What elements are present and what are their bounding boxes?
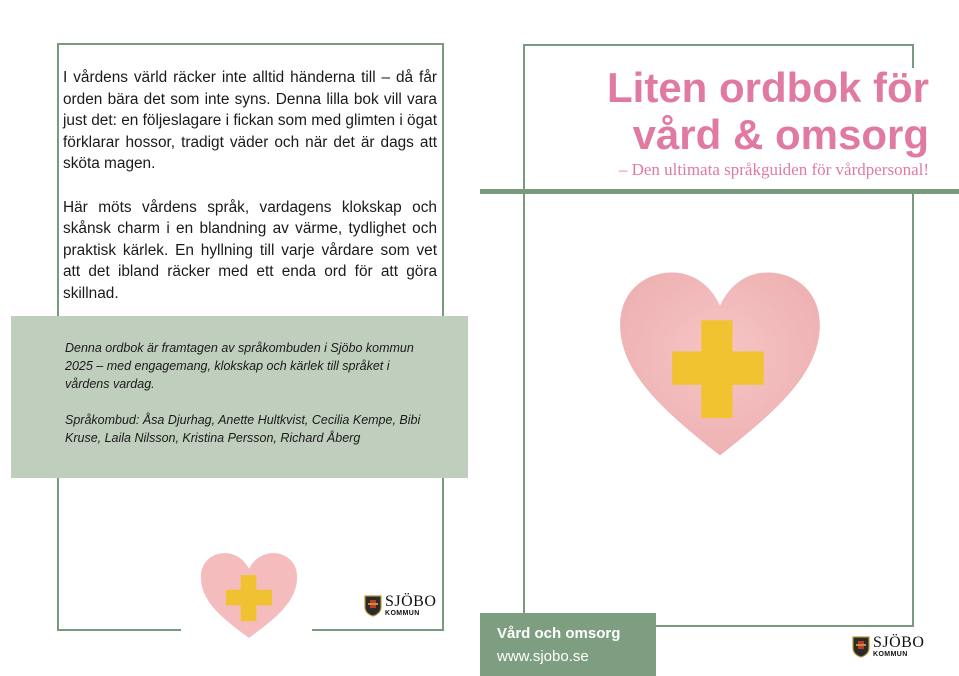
heart-cross-icon [616, 268, 824, 462]
logo-sub: KOMMUN [385, 610, 420, 617]
cover-title-line1: Liten ordbok för [607, 64, 929, 111]
front-frame-bottom [656, 625, 914, 627]
front-frame-top [523, 44, 914, 46]
credits-box [11, 316, 468, 478]
footer-label: Vård och omsorg [497, 625, 621, 642]
intro-paragraph-2: Här möts vårdens språk, vardagens klokskap och skånsk charm i en blandning av värme, tydlighet och praktisk kärlek. En hyllning till varje vårdare som vet att det ibland räcker med ett enda ord för att göra skillnad. [63, 198, 437, 302]
frame-line-bottom-right [312, 629, 444, 631]
frame-line-left [57, 43, 59, 317]
footer-box [480, 613, 656, 676]
credits-names: Språkombud: Åsa Djurhag, Anette Hultkvist, Cecilia Kempe, Bibi Kruse, Laila Nilsson, Kristina Persson, Richard Åberg [65, 413, 421, 445]
logo-sub: KOMMUN [873, 651, 908, 658]
frame-line-top [57, 43, 444, 45]
frame-line-right-lower [442, 476, 444, 630]
back-cover-text [63, 67, 437, 326]
logo-name: SJÖBO [385, 593, 437, 610]
title-divider [480, 189, 959, 194]
front-frame-right [912, 194, 914, 627]
small-heart-cross-icon [196, 550, 302, 642]
logo-name: SJÖBO [873, 634, 925, 651]
frame-line-left-lower [57, 476, 59, 630]
front-frame-left-lower [523, 194, 525, 614]
frame-line-bottom-left [57, 629, 181, 631]
cover-title-line2: vård & omsorg [632, 111, 929, 158]
coat-of-arms-icon [852, 636, 870, 658]
cover-title [607, 64, 929, 158]
sjobo-logo-back [364, 594, 436, 617]
cover-subtitle: – Den ultimata språkguiden för vårdpersonal! [618, 160, 929, 179]
intro-paragraph-1: I vårdens värld räcker inte alltid händerna till – då får orden bära det som inte syns. Denna lilla bok vill vara just det: en följeslagare i fickan som med glimten i ögat förklarar hossor, tradigt väder och när det är dags att sköta magen. [63, 69, 437, 173]
sjobo-logo-front [852, 635, 924, 658]
front-frame-left-upper [523, 44, 525, 190]
frame-line-right-upper [442, 43, 444, 318]
footer-url[interactable]: www.sjobo.se [497, 648, 589, 665]
credits-intro: Denna ordbok är framtagen av språkombuden i Sjöbo kommun 2025 – med engagemang, klokskap och kärlek till språket i vårdens vardag. [65, 341, 414, 391]
coat-of-arms-icon [364, 595, 382, 617]
